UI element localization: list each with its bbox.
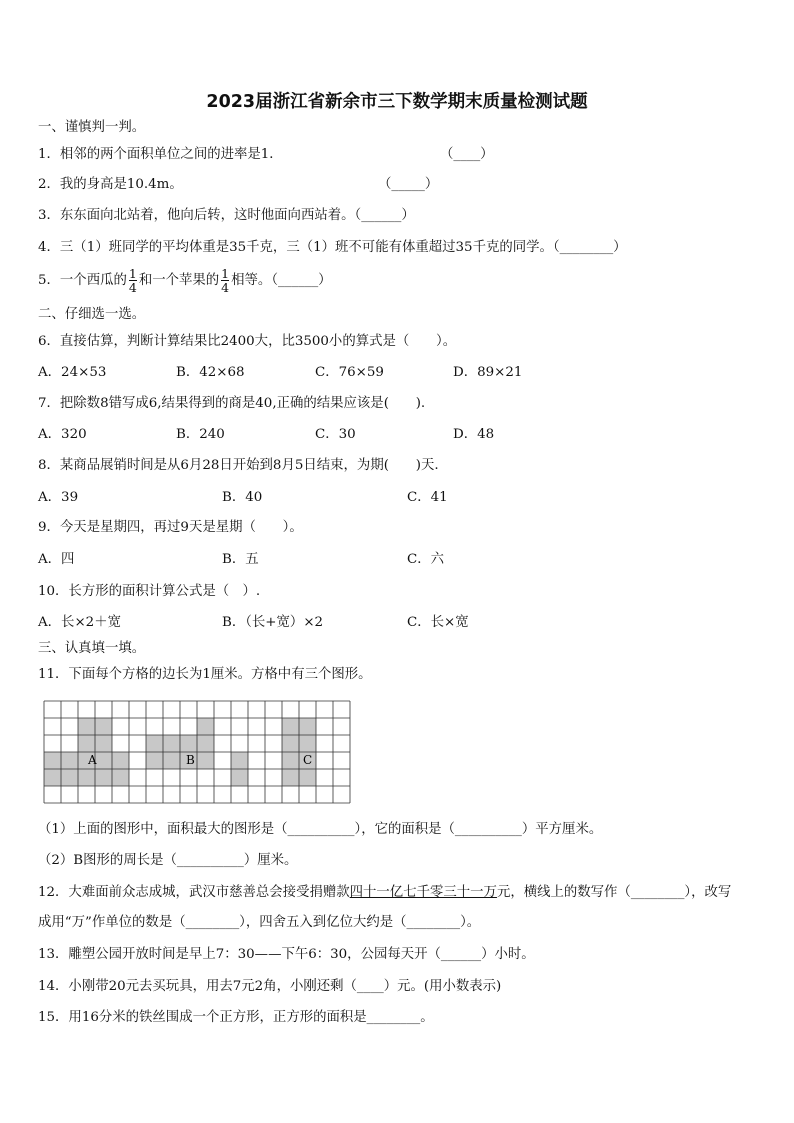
shaded-cell: [95, 769, 112, 786]
shaded-cell: [95, 752, 112, 769]
page-title: 2023届浙江省新余市三下数学期末质量检测试题: [206, 92, 588, 112]
option: C．76×59: [315, 365, 384, 380]
fraction-numerator: 1: [221, 266, 230, 281]
shaded-cell: [180, 735, 197, 752]
shaded-cell: [44, 752, 61, 769]
shaded-cell: [78, 718, 95, 735]
shaded-cell: [197, 752, 214, 769]
shaded-cell: [231, 752, 248, 769]
option: A．24×53: [38, 365, 107, 380]
option: A．四: [38, 552, 75, 567]
question-14: 14．小刚带20元去买玩具，用去7元2角，小刚还剩（____）元。(用小数表示): [38, 979, 502, 994]
option: D．48: [453, 427, 495, 442]
grid-lines: [44, 701, 350, 803]
question-8: 8．某商品展销时间是从6月28日开始到8月5日结束，为期( )天.: [38, 458, 439, 473]
question-15: 15．用16分米的铁丝围成一个正方形，正方形的面积是________。: [38, 1010, 434, 1025]
question-2: 2．我的身高是10.4m。: [38, 177, 183, 192]
question-12-text-a: 12．大难面前众志成城，武汉市慈善总会接受捐赠款: [38, 885, 350, 900]
option: B．五: [222, 552, 259, 567]
question-5-text-a: 5．一个西瓜的: [38, 273, 127, 288]
option: B．40: [222, 490, 263, 505]
question-9: 9．今天是星期四，再过9天是星期（ ）。: [38, 520, 303, 535]
question-11-part-1: （1）上面的图形中，面积最大的图形是（__________），它的面积是（__________）平方厘米。: [38, 822, 603, 837]
question-6: 6．直接估算，判断计算结果比2400大，比3500小的算式是（ ）。: [38, 334, 457, 349]
question-12-continued: 成用“万”作单位的数是（________），四舍五入到亿位大约是（________）。: [38, 915, 481, 930]
question-13: 13．雕塑公园开放时间是早上7：30——下午6：30，公园每天开（______）小时。: [38, 947, 535, 962]
question-5-text-c: 相等。（______）: [231, 273, 332, 288]
shaded-cell: [78, 769, 95, 786]
option: C．长×宽: [407, 615, 469, 630]
shaded-cell: [231, 769, 248, 786]
fraction-denominator: 4: [128, 280, 137, 295]
shaded-cell: [282, 752, 299, 769]
shaded-cell: [163, 752, 180, 769]
option: B．240: [176, 427, 225, 442]
question-2-blank: （_____）: [378, 177, 439, 192]
question-3: 3．东东面向北站着，他向后转，这时他面向西站着。（______）: [38, 208, 415, 223]
option: B．42×68: [176, 365, 245, 380]
shaded-cell: [146, 735, 163, 752]
shaded-cell: [282, 769, 299, 786]
shaded-cell: [299, 718, 316, 735]
option: C．30: [315, 427, 356, 442]
option: A．长×2＋宽: [38, 615, 121, 630]
fraction-numerator: 1: [128, 266, 137, 281]
question-10: 10．长方形的面积计算公式是（ ）.: [38, 584, 261, 599]
section-3-heading: 三、认真填一填。: [38, 641, 146, 656]
question-5-text-b: 和一个苹果的: [138, 273, 220, 288]
question-1: 1．相邻的两个面积单位之间的进率是1．: [38, 147, 283, 162]
shaded-cell: [112, 752, 129, 769]
shaded-cell: [95, 735, 112, 752]
question-12: [38, 884, 731, 902]
shaded-cell: [282, 718, 299, 735]
question-1-blank: （____）: [440, 147, 494, 162]
question-4: 4．三（1）班同学的平均体重是35千克，三（1）班不可能有体重超过35千克的同学。（________）: [38, 240, 627, 255]
shaded-cell: [44, 769, 61, 786]
option: B．（长+宽）×2: [222, 615, 324, 630]
question-12-underlined-number: 四十一亿七千零三十一万: [349, 885, 497, 900]
option: A．320: [38, 427, 87, 442]
question-5: [38, 266, 332, 296]
fraction-denominator: 4: [221, 280, 230, 295]
shaded-cell: [197, 718, 214, 735]
fraction-one-quarter: [221, 267, 229, 294]
option: D．89×21: [453, 365, 523, 380]
shaded-cell: [282, 735, 299, 752]
option: C．41: [407, 490, 448, 505]
section-2-heading: 二、仔细选一选。: [38, 307, 146, 322]
fraction-one-quarter: [129, 267, 137, 294]
question-7: 7．把除数8错写成6,结果得到的商是40,正确的结果应该是( ).: [38, 396, 426, 411]
shaded-cell: [61, 752, 78, 769]
shaded-cell: [197, 735, 214, 752]
option: A．39: [38, 490, 79, 505]
question-12-text-b: 元，横线上的数写作（________），改写: [496, 885, 732, 900]
question-11: 11．下面每个方格的边长为1厘米。方格中有三个图形。: [38, 667, 372, 682]
shape-a-label: A: [88, 753, 97, 767]
shaded-cell: [299, 769, 316, 786]
option: C．六: [407, 552, 445, 567]
shaded-cell: [163, 735, 180, 752]
shaded-cell: [78, 735, 95, 752]
shaded-cell: [299, 735, 316, 752]
shaded-cell: [61, 769, 78, 786]
shape-b-label: B: [186, 753, 195, 767]
shaded-cell: [95, 718, 112, 735]
square-grid-figure: [43, 700, 355, 804]
shaded-cell: [112, 769, 129, 786]
section-1-heading: 一、谨慎判一判。: [38, 120, 146, 135]
shaded-cell: [146, 752, 163, 769]
question-11-part-2: （2）B图形的周长是（__________）厘米。: [38, 853, 298, 868]
shape-c-label: C: [303, 753, 313, 767]
